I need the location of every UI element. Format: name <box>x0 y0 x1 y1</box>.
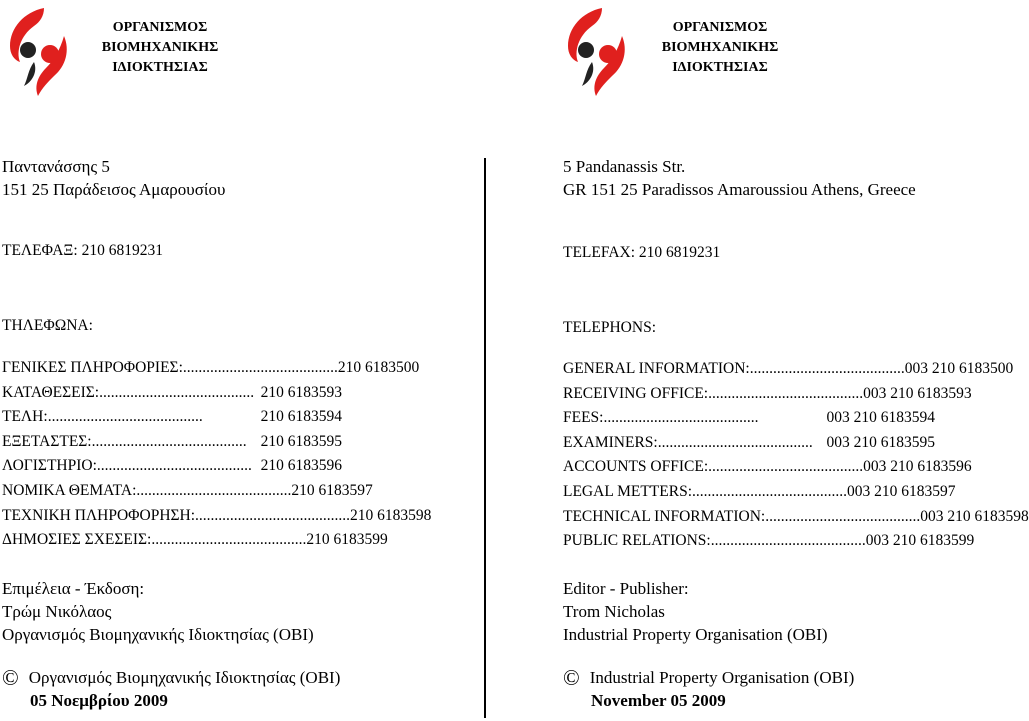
phone-number: 003 210 6183596 <box>863 458 972 476</box>
phone-label: ΓΕΝΙΚΕΣ ΠΛΗΡΟΦΟΡΙΕΣ: <box>2 359 183 376</box>
org-name-line: ΒΙΟΜΗΧΑΝΙΚΗΣ <box>661 40 779 55</box>
phone-number: 210 6183595 <box>260 432 342 450</box>
org-name-line: ΟΡΓΑΝΙΣΜΟΣ <box>672 20 768 35</box>
phone-list-right <box>563 357 1029 554</box>
obi-logo-right <box>562 6 632 98</box>
phone-label: ACCOUNTS OFFICE: <box>563 458 709 476</box>
phone-row <box>2 356 420 381</box>
editor-org: Industrial Property Organisation (OBI) <box>563 625 828 644</box>
copyright-icon: © <box>563 665 580 690</box>
org-name-line: ΒΙΟΜΗΧΑΝΙΚΗΣ <box>101 40 219 55</box>
phone-label: ΤΕΧΝΙΚΗ ΠΛΗΡΟΦΟΡΗΣΗ: <box>2 506 196 524</box>
phone-list-left <box>2 356 432 553</box>
phone-number: 003 210 6183594 <box>826 409 935 427</box>
leader-dots: ........................................ <box>603 409 759 427</box>
phone-label: ΛΟΓΙΣΤΗΡΙΟ: <box>2 457 97 475</box>
leader-dots: ........................................ <box>182 359 338 376</box>
phone-number: 210 6183500 <box>337 359 420 376</box>
phone-number: 003 210 6183598 <box>920 507 1029 525</box>
phones-heading: ΤΗΛΕΦΩΝΑ: <box>2 317 93 334</box>
phone-label: ΔΗΜΟΣΙΕΣ ΣΧΕΣΕΙΣ: <box>2 531 152 549</box>
copyright-text: Οργανισμός Βιομηχανικής Ιδιοκτησίας (ΟΒΙ) <box>28 668 341 687</box>
phone-number: 210 6183599 <box>306 531 388 549</box>
fax-line: ΤΕΛΕΦΑΞ: 210 6819231 <box>2 242 163 259</box>
phone-number: 003 210 6183593 <box>863 384 972 402</box>
phone-row <box>2 381 342 406</box>
leader-dots: ........................................ <box>765 507 921 525</box>
fax-line: TELEFAX: 210 6819231 <box>563 244 721 261</box>
editor-heading: Editor - Publisher: <box>563 579 689 598</box>
phone-label: ΤΕΛΗ: <box>2 408 48 426</box>
phone-row <box>563 431 935 456</box>
leader-dots: ........................................ <box>708 458 864 476</box>
leader-dots: ........................................ <box>749 360 905 377</box>
phone-label: GENERAL INFORMATION: <box>563 360 750 377</box>
org-name-left <box>80 18 240 78</box>
copyright-text: Industrial Property Organisation (OBI) <box>589 668 855 687</box>
phone-row <box>2 528 388 553</box>
phone-row <box>2 479 373 504</box>
phone-number: 003 210 6183595 <box>826 433 935 451</box>
org-name-line: ΙΔΙΟΚΤΗΣΙΑΣ <box>112 60 208 75</box>
org-name-right <box>640 18 800 78</box>
phone-number: 003 210 6183599 <box>865 532 975 550</box>
phone-row <box>563 455 972 480</box>
org-name-line: ΙΔΙΟΚΤΗΣΙΑΣ <box>672 60 768 75</box>
phone-label: EXAMINERS: <box>563 433 658 451</box>
editor-org: Οργανισμός Βιομηχανικής Ιδιοκτησίας (ΟΒΙ) <box>2 625 314 644</box>
phone-label: RECEIVING OFFICE: <box>563 384 709 402</box>
leader-dots: ........................................ <box>151 531 307 549</box>
leader-dots: ........................................ <box>708 384 864 402</box>
phone-row <box>563 505 1029 530</box>
phone-number: 210 6183593 <box>260 383 342 401</box>
copyright-icon: © <box>2 665 19 690</box>
leader-dots: ........................................ <box>91 432 247 450</box>
phone-row <box>563 406 935 431</box>
date-right: November 05 2009 <box>591 691 726 710</box>
address-line-2: GR 151 25 Paradissos Amaroussiou Athens, Greece <box>563 180 916 199</box>
leader-dots: ........................................ <box>657 433 813 451</box>
editor-name: Τρώμ Νικόλαος <box>2 602 112 621</box>
phone-label: FEES: <box>563 409 604 427</box>
leader-dots: ........................................ <box>195 506 351 524</box>
phone-label: TECHNICAL INFORMATION: <box>563 507 766 525</box>
phone-row <box>2 454 342 479</box>
phone-label: PUBLIC RELATIONS: <box>563 532 711 550</box>
phone-number: 210 6183594 <box>260 408 342 426</box>
phone-row <box>563 529 975 554</box>
phone-row <box>563 480 956 505</box>
phone-number: 210 6183597 <box>291 481 373 499</box>
phone-number: 210 6183598 <box>350 506 432 524</box>
editor-block-left <box>2 577 314 646</box>
phone-row <box>2 430 342 455</box>
leader-dots: ........................................ <box>47 408 203 426</box>
phone-row <box>2 504 432 529</box>
address-line-2: 151 25 Παράδεισος Αμαρουσίου <box>2 180 226 199</box>
phone-number: 210 6183596 <box>260 457 342 475</box>
phone-label: ΝΟΜΙΚΑ ΘΕΜΑΤΑ: <box>2 481 137 499</box>
date-left: 05 Νοεμβρίου 2009 <box>30 691 168 710</box>
obi-logo-left <box>4 6 74 98</box>
phone-number: 003 210 6183500 <box>904 360 1014 377</box>
phones-heading: TELEPHONS: <box>563 319 656 336</box>
leader-dots: ........................................ <box>136 481 292 499</box>
copyright-left <box>2 665 340 691</box>
editor-block-right <box>563 577 828 646</box>
phone-row <box>563 382 972 407</box>
phone-row <box>2 405 342 430</box>
phone-row <box>563 357 1014 382</box>
phone-label: ΚΑΤΑΘΕΣΕΙΣ: <box>2 383 100 401</box>
leader-dots: ........................................ <box>692 482 848 500</box>
org-name-line: ΟΡΓΑΝΙΣΜΟΣ <box>112 20 208 35</box>
leader-dots: ........................................ <box>96 457 252 475</box>
editor-heading: Επιμέλεια - Έκδοση: <box>2 579 145 598</box>
phone-label: LEGAL METTERS: <box>563 482 693 500</box>
address-line-1: Παντανάσσης 5 <box>2 157 110 176</box>
leader-dots: ........................................ <box>710 532 866 550</box>
column-divider <box>484 158 486 718</box>
address-line-1: 5 Pandanassis Str. <box>563 157 686 176</box>
leader-dots: ........................................ <box>99 383 255 401</box>
phone-number: 003 210 6183597 <box>847 482 956 500</box>
copyright-right <box>563 665 854 691</box>
phone-label: ΕΞΕΤΑΣΤΕΣ: <box>2 432 92 450</box>
editor-name: Trom Nicholas <box>563 602 665 621</box>
